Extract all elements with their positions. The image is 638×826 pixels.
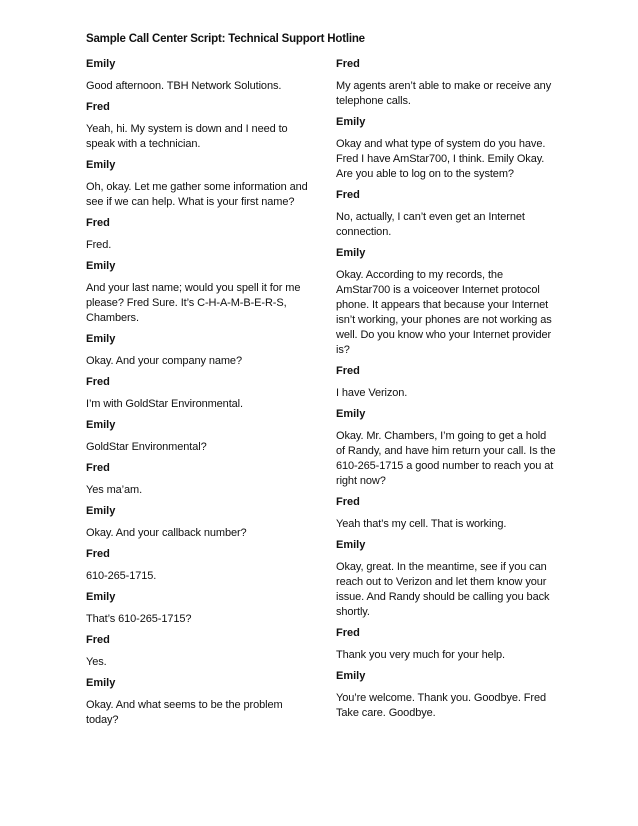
speaker-name: Emily bbox=[86, 260, 116, 272]
dialogue-line: You’re welcome. Thank you. Goodbye. Fred Take care. Goodbye. bbox=[336, 692, 547, 719]
speaker-name: Emily bbox=[86, 159, 116, 171]
left-column bbox=[86, 57, 308, 734]
dialogue-line: Yes. bbox=[86, 656, 107, 668]
speaker-name: Emily bbox=[86, 591, 116, 603]
dialogue-line: I’m with GoldStar Environmental. bbox=[86, 398, 243, 410]
speaker-name: Emily bbox=[86, 333, 116, 345]
dialogue-line: Thank you very much for your help. bbox=[336, 649, 506, 661]
speaker-name: Emily bbox=[336, 539, 366, 551]
dialogue-line: Yeah, hi. My system is down and I need to speak with a technician. bbox=[86, 123, 288, 150]
dialogue-line: Okay. And your callback number? bbox=[86, 527, 247, 539]
speaker-name: Emily bbox=[86, 58, 116, 70]
dialogue-line: 610-265-1715. bbox=[86, 570, 157, 582]
document-title: Sample Call Center Script: Technical Support Hotline bbox=[86, 33, 365, 45]
dialogue-line: Okay. And what seems to be the problem today? bbox=[86, 699, 283, 726]
speaker-name: Fred bbox=[336, 189, 360, 201]
dialogue-line: Yes ma’am. bbox=[86, 484, 143, 496]
speaker-name: Emily bbox=[336, 670, 366, 682]
speaker-name: Emily bbox=[336, 116, 366, 128]
dialogue-line: Good afternoon. TBH Network Solutions. bbox=[86, 80, 282, 92]
speaker-name: Emily bbox=[86, 677, 116, 689]
dialogue-line: I have Verizon. bbox=[336, 387, 408, 399]
speaker-name: Fred bbox=[86, 634, 110, 646]
dialogue-line: Okay. And your company name? bbox=[86, 355, 242, 367]
right-column bbox=[336, 57, 558, 727]
dialogue-line: Okay. According to my records, the AmStar700 is a voiceover Internet protocol phone. It appears that because your Internet isn’t working, your phones are not working as well. Do you know who your Internet provider is? bbox=[336, 269, 552, 356]
speaker-name: Emily bbox=[86, 419, 116, 431]
dialogue-line: Yeah that’s my cell. That is working. bbox=[336, 518, 507, 530]
dialogue-line: Okay and what type of system do you have. Fred I have AmStar700, I think. Emily Okay. Are you able to log on to the system? bbox=[336, 138, 546, 180]
dialogue-line: Okay. Mr. Chambers, I’m going to get a hold of Randy, and have him return your call. Is the 610-265-1715 a good number to reach you at right now? bbox=[336, 430, 556, 487]
speaker-name: Fred bbox=[336, 627, 360, 639]
dialogue-line: Oh, okay. Let me gather some information and see if we can help. What is your first name? bbox=[86, 181, 308, 208]
speaker-name: Emily bbox=[336, 247, 366, 259]
speaker-name: Fred bbox=[336, 58, 360, 70]
dialogue-line: Fred. bbox=[86, 239, 112, 251]
dialogue-line: Okay, great. In the meantime, see if you can reach out to Verizon and let them know your issue. And Randy should be calling you back shortly. bbox=[336, 561, 550, 618]
speaker-name: Fred bbox=[336, 496, 360, 508]
speaker-name: Emily bbox=[336, 408, 366, 420]
speaker-name: Fred bbox=[86, 462, 110, 474]
dialogue-line: No, actually, I can’t even get an Internet connection. bbox=[336, 211, 525, 238]
speaker-name: Fred bbox=[86, 376, 110, 388]
speaker-name: Fred bbox=[336, 365, 360, 377]
speaker-name: Fred bbox=[86, 217, 110, 229]
dialogue-line: And your last name; would you spell it for me please? Fred Sure. It’s C-H-A-M-B-E-R-S, Chambers. bbox=[86, 282, 301, 324]
dialogue-line: My agents aren’t able to make or receive any telephone calls. bbox=[336, 80, 552, 107]
dialogue-line: GoldStar Environmental? bbox=[86, 441, 207, 453]
dialogue-line: That’s 610-265-1715? bbox=[86, 613, 192, 625]
speaker-name: Fred bbox=[86, 548, 110, 560]
speaker-name: Fred bbox=[86, 101, 110, 113]
speaker-name: Emily bbox=[86, 505, 116, 517]
